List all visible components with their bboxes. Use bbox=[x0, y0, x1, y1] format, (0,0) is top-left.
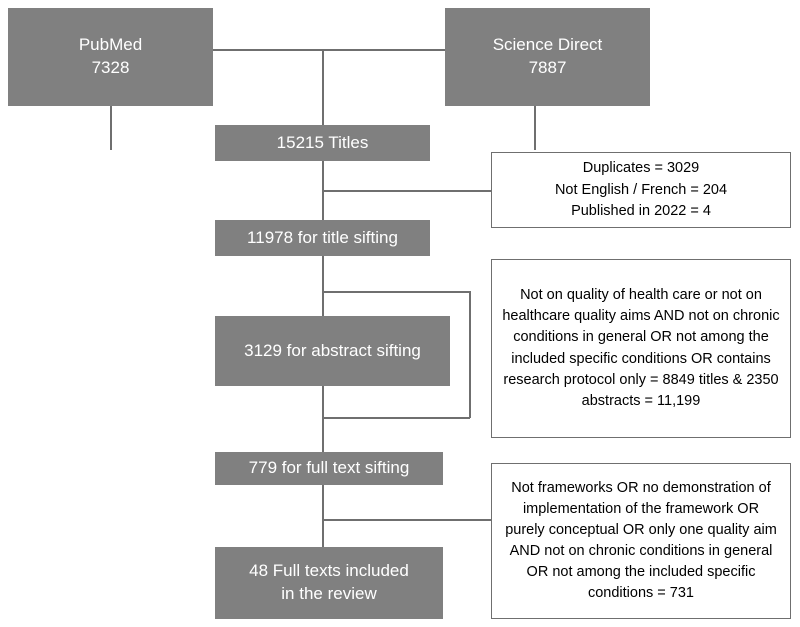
node-title-sifting bbox=[215, 220, 430, 256]
node-abstract-sifting-label: 3129 for abstract sifting bbox=[244, 340, 421, 360]
connector-sciencedirect-down bbox=[534, 106, 536, 150]
exclusion-box-1 bbox=[491, 152, 791, 228]
connector-exclusion-1 bbox=[322, 190, 492, 192]
node-science-direct-label: Science Direct bbox=[492, 35, 603, 55]
connector-pubmed-down bbox=[110, 106, 112, 150]
connector-merge-down bbox=[322, 49, 324, 125]
node-pubmed-label: PubMed bbox=[78, 35, 143, 55]
node-included bbox=[215, 547, 443, 619]
connector-titlesifting-to-abstract bbox=[322, 256, 324, 316]
connector-exclusion-2-top bbox=[322, 291, 470, 293]
node-included-line2: in the review bbox=[281, 584, 377, 603]
node-pubmed bbox=[8, 8, 213, 106]
connector-abstract-to-fulltext bbox=[322, 386, 324, 452]
connector-exclusion-2-bottom bbox=[322, 417, 470, 419]
node-titles bbox=[215, 125, 430, 161]
node-included-line1: 48 Full texts included bbox=[249, 561, 409, 581]
connector-exclusion-2-vertical bbox=[469, 291, 471, 418]
exclusion-box-3 bbox=[491, 463, 791, 619]
node-title-sifting-label: 11978 for title sifting bbox=[247, 227, 398, 247]
connector-exclusion-3 bbox=[322, 519, 492, 521]
exclusion-box-2 bbox=[491, 259, 791, 438]
node-science-direct-count: 7887 bbox=[528, 58, 567, 77]
node-pubmed-count: 7328 bbox=[91, 58, 130, 77]
exclusion-3-text: Not frameworks OR no demonstration of implementation of the framework OR purely conceptual OR only one quality aim AND not on chronic conditions in general OR not among the included specific conditions = 731 bbox=[505, 479, 777, 602]
exclusion-2-text: Not on quality of health care or not on healthcare quality aims AND not on chronic conditions in general OR not among the included specific conditions OR contains research protocol only = 8849 titles & 2350 abstracts = 11,199 bbox=[502, 287, 780, 409]
node-abstract-sifting bbox=[215, 316, 450, 386]
node-full-text-sifting bbox=[215, 452, 443, 485]
exclusion-1-item-language: Not English / French = 204 bbox=[554, 181, 728, 198]
exclusion-1-item-year: Published in 2022 = 4 bbox=[571, 202, 711, 219]
node-science-direct bbox=[445, 8, 650, 106]
node-full-text-sifting-label: 779 for full text sifting bbox=[248, 458, 410, 478]
connector-fulltext-to-included bbox=[322, 485, 324, 547]
node-titles-label: 15215 Titles bbox=[276, 132, 369, 152]
exclusion-1-item-duplicates: Duplicates = 3029 bbox=[582, 160, 700, 177]
